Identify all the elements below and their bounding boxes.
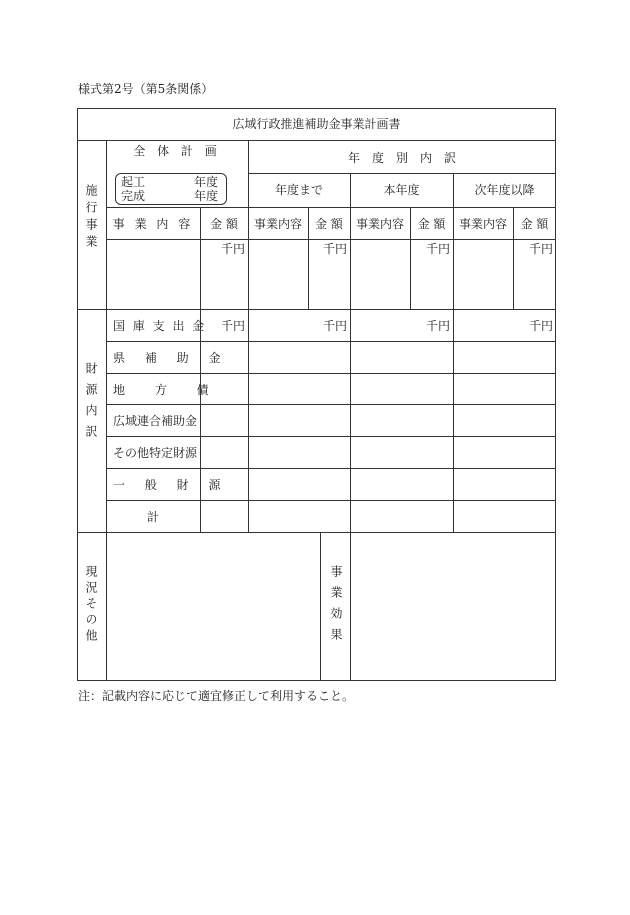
total-row-label: 計 — [146, 510, 159, 524]
subheader-project-content: 事業内容 — [355, 217, 404, 231]
unit-label: 千円 — [528, 242, 553, 256]
col-line — [350, 532, 351, 681]
yearly-breakdown-header: 年 度 別 内 訳 — [347, 151, 456, 165]
section-divider-1 — [77, 309, 556, 310]
col-line — [320, 532, 321, 681]
completion-label: 完成 — [121, 189, 146, 203]
form-number-label: 様式第2号（第5条関係） — [78, 82, 214, 96]
row-line — [106, 404, 556, 405]
unit-label: 千円 — [425, 319, 450, 333]
header-line-2 — [106, 207, 556, 208]
section-label-genkyo: 現況その他 — [84, 565, 98, 645]
col-this-year: 本年度 — [383, 183, 420, 197]
subheader-amount: 金 額 — [417, 217, 446, 231]
form-title: 広域行政推進補助金事業計画書 — [232, 117, 401, 131]
header-line-3 — [106, 239, 556, 240]
subheader-project-content: 事業内容 — [458, 217, 507, 231]
funding-row-label: 一 般 財 源 — [113, 478, 229, 492]
subheader-project-content: 事業内容 — [253, 217, 302, 231]
footnote: 注：記載内容に応じて適宜修正して利用すること。 — [78, 689, 355, 703]
row-line — [106, 373, 556, 374]
subheader-amount: 金 額 — [520, 217, 549, 231]
header-line-1 — [248, 173, 556, 174]
row-line — [106, 500, 556, 501]
section-label-koka: 事業効果 — [329, 565, 343, 649]
unit-label: 千円 — [220, 242, 245, 256]
subheader-project-content: 事 業 内 容 — [112, 217, 194, 231]
row-line — [106, 436, 556, 437]
row-line — [106, 468, 556, 469]
subheader-amount: 金 額 — [210, 217, 238, 231]
col-line — [248, 140, 249, 532]
title-divider — [77, 140, 556, 141]
unit-label: 千円 — [220, 319, 245, 333]
unit-label: 千円 — [528, 319, 553, 333]
section-label-shikou: 施行事業 — [84, 184, 98, 252]
completion-year-unit: 年度 — [194, 189, 219, 203]
unit-label: 千円 — [425, 242, 450, 256]
overall-plan-header: 全 体 計 画 — [133, 144, 221, 158]
funding-row-label: その他特定財源 — [113, 446, 198, 460]
unit-label: 千円 — [322, 242, 347, 256]
section-divider-2 — [77, 532, 556, 533]
start-label: 起工 — [121, 175, 146, 189]
funding-row-label: 広域連合補助金 — [113, 414, 198, 428]
funding-row-label: 地 方 債 — [113, 383, 222, 397]
start-year-unit: 年度 — [194, 175, 219, 189]
funding-row-label: 県 補 助 金 — [113, 351, 229, 365]
col-next-years: 次年度以降 — [474, 183, 535, 197]
subheader-amount: 金 額 — [315, 217, 343, 231]
col-until-year: 年度まで — [274, 183, 323, 197]
funding-row-label: 国 庫 支 出 金 — [113, 319, 207, 333]
unit-label: 千円 — [322, 319, 347, 333]
section-label-zaigen: 財源内訳 — [84, 362, 98, 446]
row-line — [106, 341, 556, 342]
